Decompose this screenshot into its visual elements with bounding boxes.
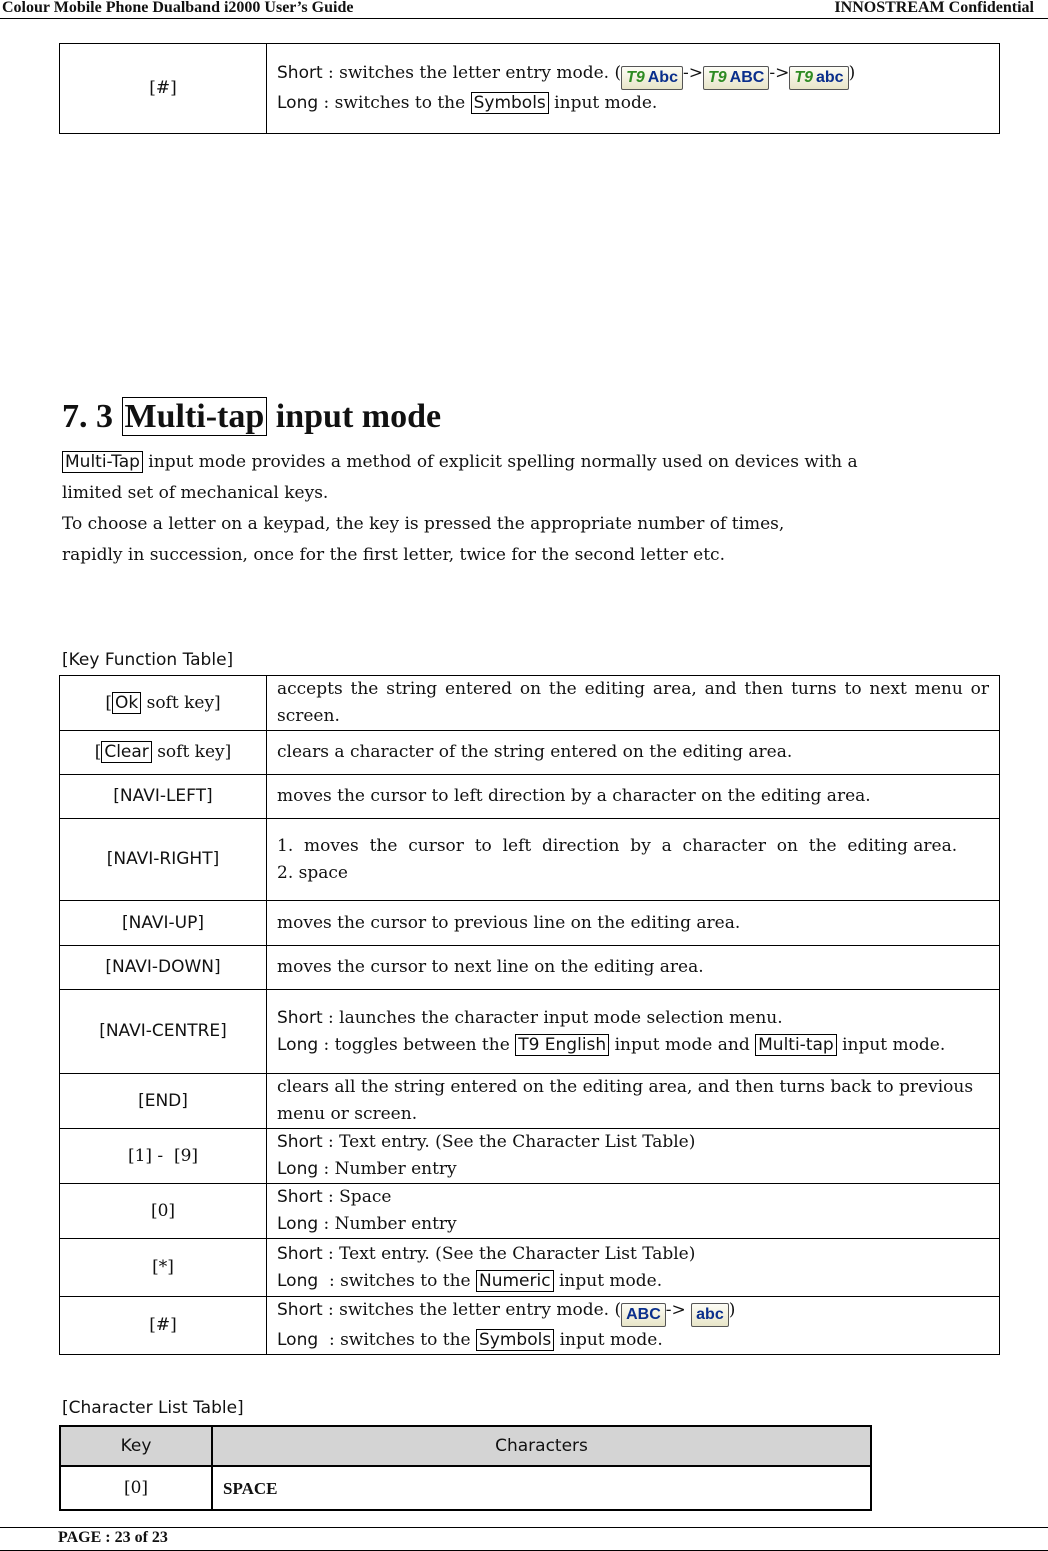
symbols-boxed: Symbols [471,92,549,114]
para-line4: rapidly in succession, once for the first letter, twice for the second letter etc. [62,545,725,565]
key-cell: [#] [60,44,267,134]
key-table-caption: [Key Function Table] [62,650,234,670]
abc-upper-icon: ABC [621,1303,666,1327]
short-label: Short [277,1300,323,1320]
key-suffix: soft key] [141,692,221,713]
page-number: PAGE : 23 of 23 [58,1529,168,1546]
long-text: input mode. [554,1330,663,1350]
page-footer [0,1527,1048,1551]
long-text-end: input mode. [548,93,658,113]
long-label: Long [277,1034,319,1055]
desc-cell [267,1184,1000,1239]
desc-cell [267,44,1000,134]
long-label: Long [277,93,319,113]
table-row [60,1074,1000,1129]
short-label: Short [277,63,323,83]
key-cell: [#] [60,1297,267,1355]
key-suffix: soft key] [151,742,232,762]
table-row [60,901,1000,946]
section-title [62,398,441,436]
key-cell: [*] [60,1239,267,1297]
multitap-boxed: Multi-Tap [62,451,143,473]
long-text: : Number entry [318,1214,457,1234]
desc-cell: moves the cursor to next line on the editing area. [267,946,1000,990]
desc-cell: accepts the string entered on the editing area, and then turns to next menu or screen. [267,676,1000,731]
long-text: input mode. [836,1034,946,1055]
long-text: input mode and [609,1034,756,1055]
t9-label: T9 [626,69,645,86]
table-row [60,990,1000,1074]
para-line3: To choose a letter on a keypad, the key is pressed the appropriate number of times, [62,514,785,534]
bracket: [ [105,692,112,713]
arrow: -> [682,63,703,83]
desc-cell [267,1297,1000,1355]
section-rest: input mode [267,398,442,435]
long-text: : toggles between the [318,1034,516,1055]
short-text: : Space [322,1187,392,1207]
short-text: : launches the character input mode selection menu. [322,1007,783,1028]
long-label: Long [277,1214,319,1234]
desc-line: 1. moves the cursor to left direction by a character on the editing area. [277,835,958,856]
icon-text: Abc [647,69,678,86]
col-key-header: Key [60,1426,212,1466]
table-row [60,946,1000,990]
desc-cell [267,1239,1000,1297]
short-text: : switches the letter entry mode. ( [322,1300,622,1320]
key-cell: [NAVI-CENTRE] [60,990,267,1074]
clear-boxed: Clear [101,741,151,763]
table-row [60,731,1000,775]
t9-abc-lower-icon [789,66,848,90]
desc-cell: moves the cursor to previous line on the editing area. [267,901,1000,946]
long-label: Long [277,1270,319,1291]
short-label: Short [277,1132,323,1152]
icon-text: abc [816,69,844,86]
para-line1: input mode provides a method of explicit spelling normally used on devices with a [142,452,858,472]
key-cell: [0] [60,1466,212,1510]
key-cell: [END] [60,1074,267,1129]
section-number: 7. 3 [62,398,122,435]
desc-cell [267,1129,1000,1184]
section-boxed: Multi-tap [122,397,268,436]
table-row [60,819,1000,901]
key-cell: [NAVI-UP] [60,901,267,946]
long-text: : switches to the [318,1330,476,1350]
long-text: input mode. [553,1270,663,1291]
character-list-table [59,1425,872,1511]
short-label: Short [277,1187,323,1207]
desc-line: 2. space [277,862,348,883]
long-label: Long [277,1330,319,1350]
t9-english-boxed: T9 English [515,1034,609,1056]
long-text: : switches to the [318,93,471,113]
multitap-boxed: Multi-tap [755,1034,837,1056]
bracket: [ [94,742,102,762]
t9-abc-icon [621,66,683,90]
short-text: : Text entry. (See the Character List Table) [322,1243,696,1264]
top-hash-table [59,43,1000,134]
table-row [60,676,1000,731]
t9-label: T9 [794,69,813,86]
header-title: Colour Mobile Phone Dualband i2000 User’s Guide [2,0,354,16]
key-cell: [1] - [9] [60,1129,267,1184]
desc-cell [267,990,1000,1074]
key-cell: [0] [60,1184,267,1239]
desc-cell: moves the cursor to left direction by a character on the editing area. [267,775,1000,819]
ok-boxed: Ok [112,692,141,714]
desc-cell: clears all the string entered on the editing area, and then turns back to previous menu or screen. [267,1074,1000,1129]
short-label: Short [277,1243,323,1264]
t9-label: T9 [707,69,727,86]
para-line2: limited set of mechanical keys. [62,483,329,503]
t9-ABC-icon [703,66,769,90]
key-function-table [59,675,1000,1355]
close-paren: ) [728,1300,736,1320]
key-cell [60,676,267,731]
short-label: Short [277,1007,323,1028]
desc-cell [267,819,1000,901]
desc-cell: clears a character of the string entered on the editing area. [267,731,1000,775]
page-header [0,0,1048,19]
short-text: : Text entry. (See the Character List Table) [322,1132,696,1152]
key-cell: [NAVI-LEFT] [60,775,267,819]
table-row [60,1239,1000,1297]
char-table-caption: [Character List Table] [62,1398,244,1418]
long-text: : switches to the [318,1270,476,1291]
short-text: : switches the letter entry mode. ( [322,63,622,83]
arrow: -> [665,1300,686,1320]
table-row [60,1184,1000,1239]
icon-text: ABC [729,69,765,86]
table-row [60,1129,1000,1184]
chars-cell: SPACE [212,1466,871,1510]
numeric-boxed: Numeric [476,1270,554,1292]
section-paragraph [62,447,1022,571]
symbols-boxed: Symbols [476,1329,554,1351]
key-cell: [NAVI-RIGHT] [60,819,267,901]
table-header-row [60,1426,871,1466]
table-row [60,775,1000,819]
long-text: : Number entry [318,1159,457,1179]
col-chars-header: Characters [212,1426,871,1466]
table-row [60,1466,871,1510]
arrow: -> [769,63,790,83]
close-paren: ) [848,63,856,83]
key-cell: [NAVI-DOWN] [60,946,267,990]
long-label: Long [277,1159,319,1179]
table-row [60,1297,1000,1355]
abc-lower-icon: abc [691,1303,729,1327]
key-cell [60,731,267,775]
header-confidential: INNOSTREAM Confidential [834,0,1034,16]
